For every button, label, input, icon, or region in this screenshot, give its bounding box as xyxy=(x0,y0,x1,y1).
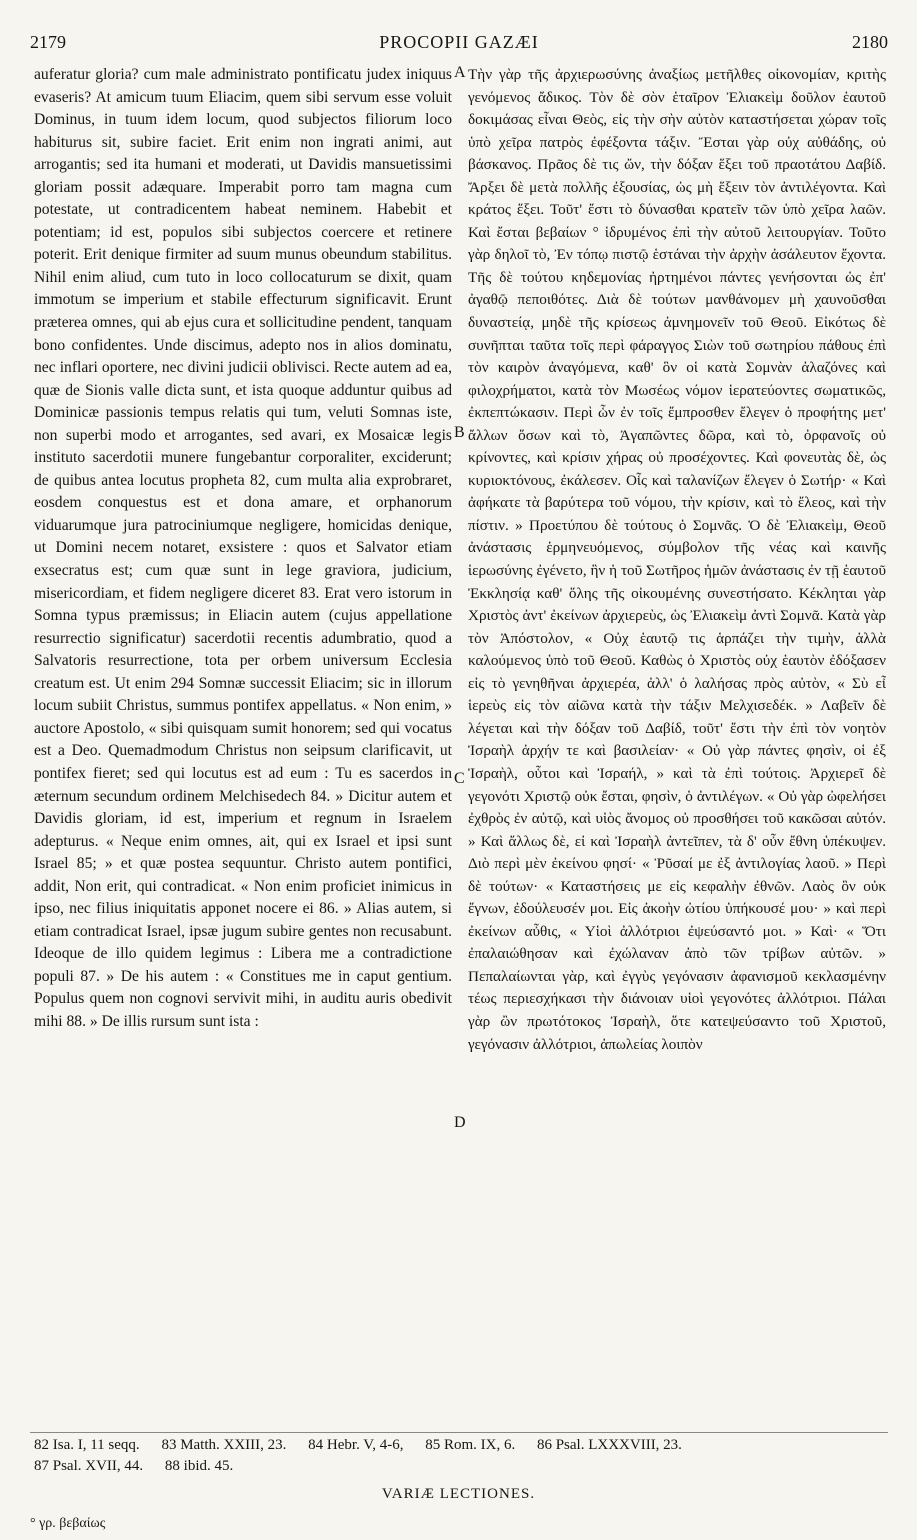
page-number-left: 2179 xyxy=(30,32,66,52)
latin-column xyxy=(34,64,452,1436)
footnotes-line-1 xyxy=(34,1437,892,1454)
greek-text: Τὴν γὰρ τῆς ἀρχιερωσύνης ἀναξίως μετῆλθες οἰκονομίαν, κριτὴς γενόμενος ἄδικος. Τὸν δὲ σὸν ἑταῖρον Ἐλιακεὶμ δοῦλον ἑαυτοῦ δοκιμάσας εἶναι Θεὸς, εἰς τὴν σὴν αὐτὸν καταστήσεται χώραν τοῖς ὑπὸ χεῖρα πατρὸς ἐφέξοντα τάξιν. Ἔσται γὰρ οὐχ αὐθάδης, οὐ βάσκανος. Πρᾶος δὲ τις ὤν, τὴν δόξαν ἕξει τοῦ πραοτάτου Δαβίδ. Ἄρξει δὲ μετὰ πολλῆς ἐξουσίας, ὡς μὴ ἕξειν τὸν ἀντιλέγοντα. Καὶ κράτος ἕξει. Τοῦτ' ἔστι τὸ δύνασθαι κρατεῖν τῶν ὑπὸ χεῖρα λαῶν. Καὶ ἔσται βεβαίων ° ἱδρυμένος ἐπὶ τὴν αὐτοῦ λειτουργίαν. Τοῦτο γὰρ δηλοῖ τὸ, Ἐν τόπῳ πιστῷ ἑστάναι τὴν ἀρχὴν ἀσάλευτον ἔχοντα. Τῆς δὲ τούτου κηδεμονίας ἠρτημένοι πάντες γενήσονται ὡς ἐπ' ἀγαθῷ πεποιθότες. Διὰ δὲ τούτων μανθάνομεν μὴ χαυνοῦσθαι δυναστείᾳ, μηδὲ τῆς κρίσεως ἀμνημονεῖν τοῦ Θεοῦ. Εἰκότως δὲ συνῆπται ταῦτα τοῖς περὶ φάραγγος Σιὼν τοῦ σωτηρίου πάθους ἐπὶ τὸν καιρὸν ἀναγόμενα, καθ' ὃν οἱ κατὰ Σομνὰν ἀλαζόνες καὶ φιλοχρήματοι, κατὰ τὸν Μωσέως νόμον ἱερατεύοντες σωματικῶς, ἐκπεπτώκασιν. Περὶ ὧν ἐν τοῖς ἔμπροσθεν ἔλεγεν ὁ προφήτης μετ' ἄλλων ὅσων καὶ τὸ, Ἀγαπῶντες δῶρα, καὶ τὸ, ὀρφανοῖς οὐ κρίνοντες, καὶ κρίσιν χήρας οὐ προσέχοντες. Καὶ φονευτὰς δὲ, ὡς κυριοκτόνους, ἐκάλεσεν. Οἷς καὶ ταλανίζων ἔλεγεν ὁ Σωτήρ· « Καὶ ἀφήκατε τὰ βαρύτερα τοῦ νόμου, τὴν κρίσιν, καὶ τὸ ἔλεος, καὶ τὴν πίστιν. » Προετύπου δὲ τούτους ὁ Σομνᾶς. Ὁ δὲ Ἐλιακεὶμ, Θεοῦ ἀνάστασις ἑρμηνευόμενος, σύμβολον τῆς νέας καὶ καινῆς ἱερωσύνης ἐγένετο, ἣν ἡ τοῦ Σωτῆρος ἡμῶν ἀνάστασις ἐν τῇ ἑαυτοῦ Ἐκκλησίᾳ καθ' ὅλης τῆς οἰκουμένης συνεστήσατο. Κέκληται γὰρ Χριστὸς ἀντ' ἐκείνων ἀρχιερεὺς, ὡς Ἐλιακεὶμ ἀντὶ Σομνᾶ. Κατὰ γὰρ τὸν Ἀπόστολον, « Οὐχ ἑαυτῷ τις ἁρπάζει τὴν τιμὴν, ἀλλὰ καλούμενος ὑπὸ τοῦ Θεοῦ. Καθὼς ὁ Χριστὸς οὐχ ἑαυτὸν ἐδόξασεν εἰς τὸ γενηθῆναι ἀρχιερέα, ἀλλ' ὁ λαλήσας πρὸς αὐτὸν, « Σὺ εἶ ἱερεὺς εἰς τὸν αἰῶνα κατὰ τὴν τάξιν Μελχισεδέκ. » Λαβεῖν δὲ λέγεται καὶ τὴν δόξαν τοῦ Δαβίδ, τοῦτ' ἔστι τὴν ἐπὶ τὸν νοητὸν Ἰσραὴλ ἀρχήν τε καὶ βασιλείαν· « Οὐ γὰρ πάντες φησὶν, οἱ ἐξ Ἰσραὴλ, οὗτοι καὶ Ἰσραήλ, » καὶ τὰ ἐπὶ τούτοις. Ἀρχιερεῖ δὲ γεγονότι Χριστῷ οὐκ ἔσται, φησὶν, ὁ ἀντιλέγων. « Οὐ γὰρ ὠφελήσει ἐχθρὸς ἐν αὐτῷ, καὶ υἱὸς ἄνομος οὐ προσθήσει τοῦ κακῶσαι αὐτόν. » Καὶ ἄλλως δὲ, εἰ καὶ Ἰσραὴλ ἀντεῖπεν, τὰ δ' οὖν ἔθνη ὑπέκυψεν. Διὸ περὶ μὲν ἐκείνου φησί· « Ῥῦσαί με ἐξ ἀντιλογίας λαοῦ. » Περὶ δὲ τούτων· « Καταστήσεις με εἰς κεφαλὴν ἐθνῶν. Λαὸς ὃν οὐκ ἔγνων, ἐδούλευσέν μοι. Εἰς ἀκοὴν ὠτίου ὑπήκουσέ μου· » καὶ περὶ ἐκείνων αὖθις, « Υἱοὶ ἀλλότριοι ἐψεύσαντό μοι. » Καὶ· « Ὅτι ἐπαλαιώθησαν καὶ ἐχώλαναν ἀπὸ τῶν τρίβων αὐτῶν. » Πεπαλαίωνται γὰρ, καὶ ἐγγὺς γεγόνασιν ἀφανισμοῦ κεκλασμένην τέως περιεσχήκασι τὴν διάνοιαν υἱοὶ γεγονότες ἀλλότριοι. Πάλαι γὰρ ὢν πρωτότοκος Ἰσραὴλ, ὅτε κατεψεύσαντο τοῦ Χριστοῦ, γεγόνασιν ἀλλότριοι, ἀπωλείας λοιπὸν xyxy=(468,66,886,1053)
margin-letter-b: B xyxy=(454,424,465,441)
footnote: 85 Rom. IX, 6. xyxy=(425,1437,516,1453)
margin-letter-d: D xyxy=(454,1114,466,1131)
footnote: 84 Hebr. V, 4-6, xyxy=(308,1437,404,1453)
margin-letters xyxy=(452,64,468,1436)
footnote: 87 Psal. XVII, 44. xyxy=(34,1458,144,1474)
variae-lectiones-heading: VARIÆ LECTIONES. xyxy=(381,1486,536,1502)
greek-column xyxy=(468,64,886,1436)
page-header xyxy=(30,32,888,58)
variae-lectiones-note: ° γρ. βεβαίως xyxy=(30,1516,106,1531)
latin-text: auferatur gloria? cum male administrato pontificatu judex iniquus evaseris? At amicum tuum Eliacim, quem sibi servum esse voluit Dominus, in tuum idem locum, quod subjectos filiorum loco habiturus sit, subire faciet. Erit enim non ingrati animi, aut arrogantis; sed ita humani et moderati, ut Davidis mansuetissimi gloriam possit adæquare. Imperabit porro tam magna cum potestate, ut contradicentem habeat neminem. Habebit et potentiam; id est, populos sibi subjectos coercere et retinere poterit. Erit denique firmiter ad suum munus obeundum stabilitus. Nihil enim aliud, cum tuto in loco collocaturum se dixit, quam immotum se imperium et stabile effecturum significavit. Erunt præterea omnes, qui ab ejus cura et sollicitudine pendent, tanquam bono confidentes. Unde discimus, adepto nos in alios dominatu, nec inflari oportere, nec divini judicii oblivisci. Recte autem ad ea, quæ de Sionis valle dicta sunt, et ista quoque adduntur quibus ad Dominicæ passionis tempus relatis qui tum, veluti Somnas iste, non superbi modo et arrogantes, sed avari, ex Mosaicæ legis instituto sacerdotii munere fungebantur corporaliter, exciderunt; de quibus antea locutus propheta 82, cum multa alia exprobraret, eosdem conquestus est et dona amare, et orphanorum viduarumque jura patrociniumque negligere, homicidas denique, ut Domini necem notaret, exsistere : quos et Salvator etiam exsecratus est; cum quæ sunt in lege graviora, judicium, misericordiam, et fidem negligere diceret 83. Erat vero istorum in Somna typus præmissus; in Eliacin autem (cujus appellatione resurrectio significatur) sacerdotii recentis adumbratio, quod a Salvatoris resurrectione, tota per orbem universum Ecclesia creatum est. Ut enim 294 Somnæ successit Eliacim; sic in illorum locum subiit Christus, summus pontifex appellatus. « Non enim, » auctore Apostolo, « sibi quisquam sumit honorem; sed qui vocatus est a Deo. Quemadmodum Christus non seipsum clarificavit, ut pontifex fieret; sed qui locutus est ad eum : Tu es sacerdos in æternum secundum ordinem Melchisedech 84. » Dicitur autem et Davidis gloriam, id est, imperium et regnum in Israelem adepturus. « Neque enim omnes, ait, qui ex Israel et ipsi sunt Israel 85; » et quæ postea sequuntur. Christo autem pontifici, addit, Non erit, qui contradicat. « Non enim proficiet inimicus in ipso, nec filius iniquitatis apponet nocere ei 86. » Alias autem, si etiam contradicat Israel, ipsæ jugum subire gentes non recusabunt. Ideoque de illo quidem legimus : Libera me a contradictione populi 87. » De his autem : « Constitues me in caput gentium. Populus quem non cognovi servivit mihi, in auditu auris obedivit mihi 88. » De illis rursum sunt ista : xyxy=(34,66,452,1030)
page-number-right: 2180 xyxy=(852,32,888,52)
margin-letter-a: A xyxy=(454,64,466,81)
running-title: PROCOPII GAZÆI xyxy=(379,32,539,52)
footnote: 86 Psal. LXXXVIII, 23. xyxy=(536,1437,682,1453)
footnote: 88 ibid. 45. xyxy=(164,1458,234,1474)
footnote: 82 Isa. I, 11 seqq. xyxy=(34,1437,140,1453)
margin-letter-c: C xyxy=(454,770,465,787)
footnote: 83 Matth. XXIII, 23. xyxy=(161,1437,287,1453)
footnotes-line-2 xyxy=(34,1458,892,1475)
footnote-rule xyxy=(30,1432,888,1433)
